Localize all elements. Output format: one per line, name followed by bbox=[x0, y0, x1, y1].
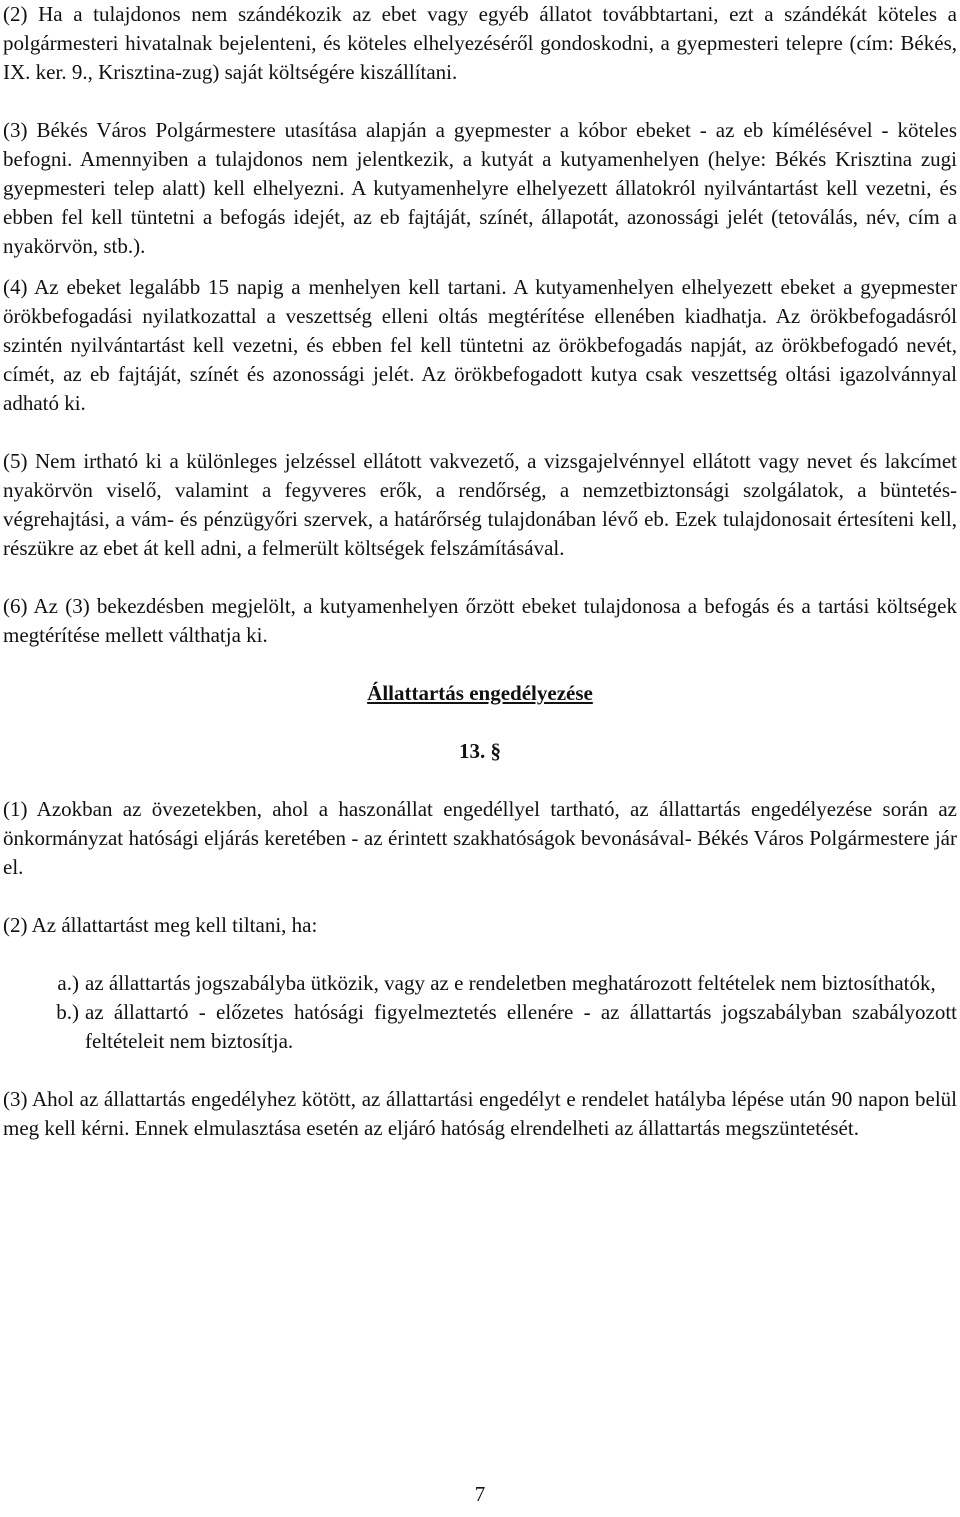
page-number: 7 bbox=[474, 1482, 486, 1506]
paragraph-6: (6) Az (3) bekezdésben megjelölt, a kutyamenhelyen őrzött ebeket tulajdonosa a befogás és a tartási költségek megtérítése mellett válthatja ki. bbox=[3, 594, 957, 647]
section-number: 13. § bbox=[459, 739, 501, 763]
paragraph-13-3: (3) Ahol az állattartás engedélyhez kötött, az állattartási engedélyt e rendelet hatályba lépése után 90 napon belül meg kell kérni. Ennek elmulasztása esetén az eljáró hatóság elrendelheti az állattartás megszüntetését. bbox=[3, 1087, 957, 1140]
spacer bbox=[3, 708, 957, 737]
paragraph-13-1: (1) Azokban az övezetekben, ahol a haszonállat engedéllyel tartható, az állattartás engedélyezése során az önkormányzat hatósági eljárás keretében - az érintett szakhatóságok bevonásával- Békés Város Polgármestere jár el. bbox=[3, 797, 957, 879]
paragraph-2: (2) Ha a tulajdonos nem szándékozik az ebet vagy egyéb állatot továbbtartani, ezt a szándékát köteles a polgármesteri hivatalnak bejelenteni, és köteles elhelyezéséről gondoskodni, a gyepmesteri telepre (cím: Békés, IX. ker. 9., Krisztina-zug) saját költségére kiszállítani. bbox=[3, 2, 957, 84]
list-item-a bbox=[3, 969, 957, 998]
spacer bbox=[3, 650, 957, 679]
spacer bbox=[3, 87, 957, 116]
list-label: b.) bbox=[56, 1000, 79, 1024]
list-text: az állattartó - előzetes hatósági figyelmeztetés ellenére - az állattartás jogszabályban szabályozott feltételeit nem biztosítja. bbox=[85, 1000, 957, 1053]
spacer bbox=[3, 940, 957, 969]
document-page bbox=[3, 0, 957, 1143]
paragraph-5: (5) Nem irtható ki a különleges jelzéssel ellátott vakvezető, a vizsgajelvénnyel ellátott vagy nevet és lakcímet nyakörvön viselő, valamint a fegyveres erők, a rendőrség, a nemzetbiztonsági szolgálatok, a büntetés-végrehajtási, a vám- és pénzügyőri szervek, a határőrség tulajdonában lévő eb. Ezek tulajdonosait értesíteni kell, részükre az ebet át kell adni, a felmerült költségek felszámításával. bbox=[3, 449, 957, 560]
section-title: Állattartás engedélyezése bbox=[367, 681, 593, 705]
spacer bbox=[3, 882, 957, 911]
paragraph-4: (4) Az ebeket legalább 15 napig a menhelyen kell tartani. A kutyamenhelyen elhelyezett ebeket a gyepmester örökbefogadási nyilatkozattal a veszettség elleni oltás megtérítése ellenében kiadhatja. Az örökbefogadásról szintén nyilvántartást kell vezetni, és ebben fel kell tüntetni az örökbefogadás napját, az örökbefogadó nevét, címét, az eb fajtáját, színét és azonossági jelét. Az örökbefogadott kutya csak veszettség oltási igazolvánnyal adható ki. bbox=[3, 275, 957, 415]
paragraph-3: (3) Békés Város Polgármestere utasítása alapján a gyepmester a kóbor ebeket - az eb kímélésével - köteles befogni. Amennyiben a tulajdonos nem jelentkezik, a kutyát a kutyamenhelyen (helye: Békés Krisztina zugi gyepmesteri telep alatt) kell elhelyezni. A kutyamenhelyre elhelyezett állatokról nyilvántartást kell vezetni, és ebben fel kell tüntetni a befogás idejét, az eb fajtáját, színét, állapotát, azonossági jelét (tetoválás, név, cím a nyakörvön, stb.). bbox=[3, 118, 957, 258]
paragraph-13-2: (2) Az állattartást meg kell tiltani, ha: bbox=[3, 913, 318, 937]
spacer bbox=[3, 418, 957, 447]
spacer bbox=[3, 1056, 957, 1085]
spacer bbox=[3, 563, 957, 592]
list-text: az állattartás jogszabályba ütközik, vagy az e rendeletben meghatározott feltételek nem biztosíthatók, bbox=[85, 971, 936, 995]
spacer bbox=[3, 261, 957, 273]
list-label: a.) bbox=[57, 971, 79, 995]
spacer bbox=[3, 766, 957, 795]
list-item-b bbox=[3, 998, 957, 1056]
